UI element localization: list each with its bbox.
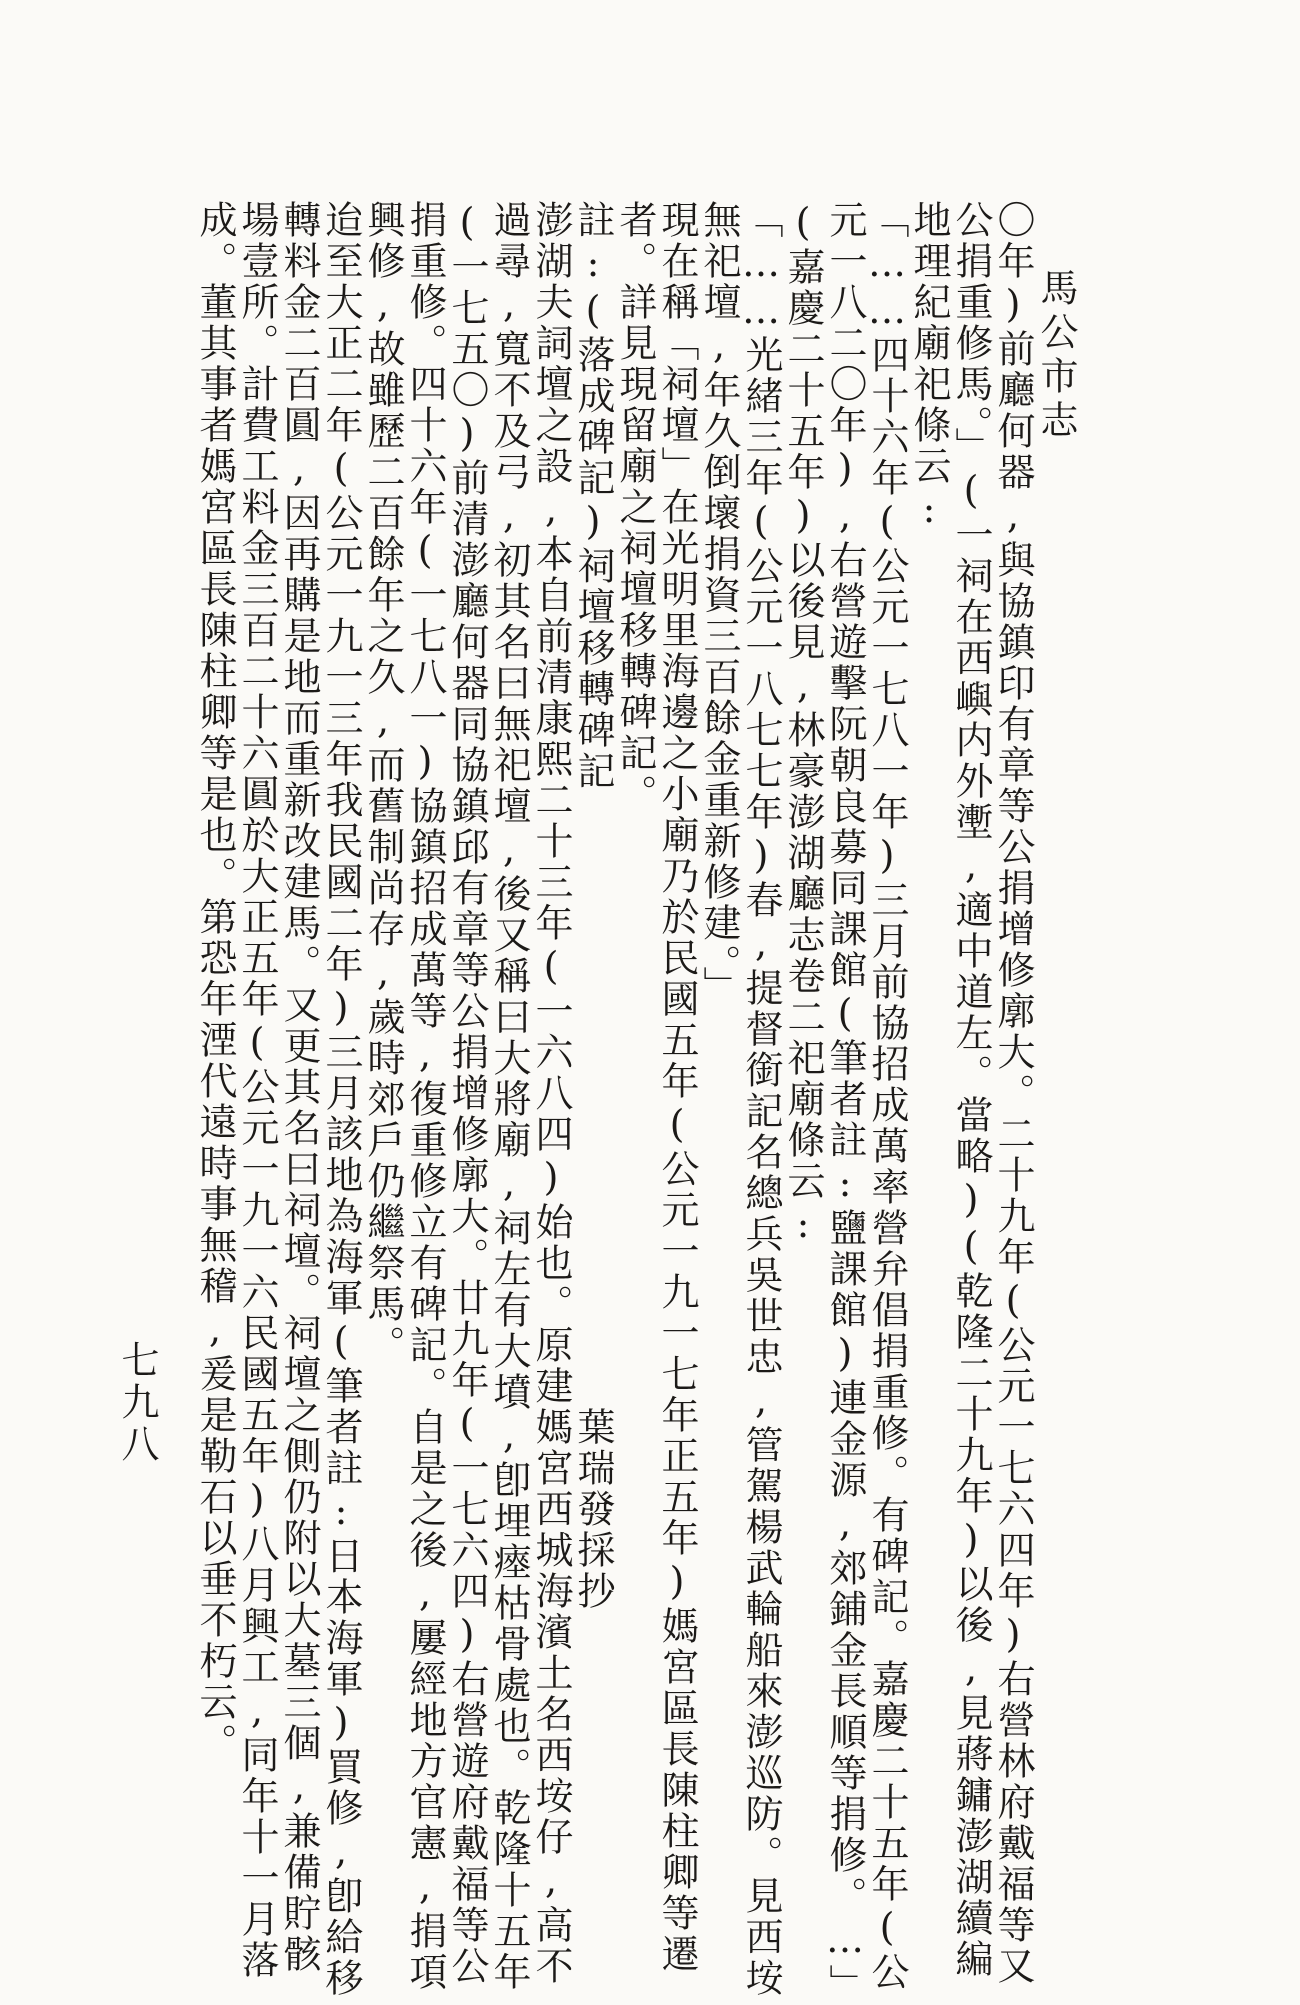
text-column: 成。董其事者媽宮區長陳柱卿等是也。第恐年湮代遠時事無稽,爰是勒石以垂不朽云。 — [193, 200, 237, 1764]
text-column: 地理紀廟祀條云: — [907, 200, 951, 534]
text-body — [192, 200, 1035, 2005]
text-column: 「……四十六年(公元一七八一年)三月前協招成萬率營弁倡捐重修。有碑記。嘉慶二十五年(公 — [865, 200, 909, 1993]
text-column: 公捐重修馬。」(一祠在西嶼内外壍,適中道左。當略)(乾隆二十九年)以後,見蔣鏞澎湖續編 — [949, 200, 993, 1980]
text-column: 場壹所。計費工料金三百二十六圓於大正五年(公元一九一六民國五年)八月興工,同年十一月落 — [235, 200, 279, 1981]
text-column: 迨至大正二年(公元一九一三年我民國二年)三月該地為海軍(筆者註:日本海軍)買修,卽給移 — [319, 200, 363, 1999]
page-number: 七九八 — [115, 1340, 159, 1466]
text-column: 興修,故雖歷二百餘年之久,而舊制尚存,歲時郊戶仍繼祭馬。 — [361, 200, 405, 1366]
text-column: 〇年)前廳何器,與協鎮印有章等公捐增修廓大。二十九年(公元一七六四年)右營林府戴福等又 — [991, 200, 1035, 1987]
text-column: 捐重修。四十六年(一七八一)協鎮招成萬等,復重修立有碑記。自是之後,屢經地方官憲,捐項 — [403, 200, 447, 1993]
page-header: 馬公市志 — [1034, 268, 1078, 444]
text-column: 現在稱「祠壇」在光明里海邊之小廟乃於民國五年(公元一九一七年正五年)媽宮區長陳柱卿等遷 — [655, 200, 699, 1975]
text-column: 澎湖夫詞壇之設,本自前清康熙二十三年(一六八四)始也。原建媽宮西城海濱土名西垵仔,高不 — [529, 200, 573, 1987]
text-column: 註:(落成碑記)祠壇移轉碑記 葉瑞發採抄 — [571, 200, 615, 1612]
text-column: 轉料金二百圓,因再購是地而重新改建馬。又更其名曰祠壇。祠壇之側仍附以大墓三個,兼備貯骸 — [277, 200, 321, 1975]
text-column: (嘉慶二十五年)以後見,林豪澎湖廳志卷二祀廟條云: — [781, 200, 825, 1249]
text-column: 元一八二〇年),右營遊擊阮朝良募同課館(筆者註:鹽課館)連金源,郊鋪金長順等捐修。…」 — [823, 200, 867, 2005]
text-column: 無祀壇,年久倒壞捐資三百餘金重新修建。」 — [697, 200, 741, 1007]
text-column: 者。詳見現留廟之祠壇移轉碑記。 — [613, 200, 657, 815]
text-column: 過尋,寬不及弓,初其名曰無祀壇,後又稱曰大將廟,祠左有大墳,卽埋瘞枯骨處也。乾隆十五年 — [487, 200, 531, 1993]
text-column: (一七五〇)前清澎廳何器同協鎮邱有章等公捐增修廓大。廿九年(一七六四)右營遊府戴福等公 — [445, 200, 489, 1987]
text-column: 「……光緒三年(公元一八七七年)春,提督銜記名總兵吳世忠,管駕楊武輪船來澎巡防。見西垵 — [739, 200, 783, 1999]
